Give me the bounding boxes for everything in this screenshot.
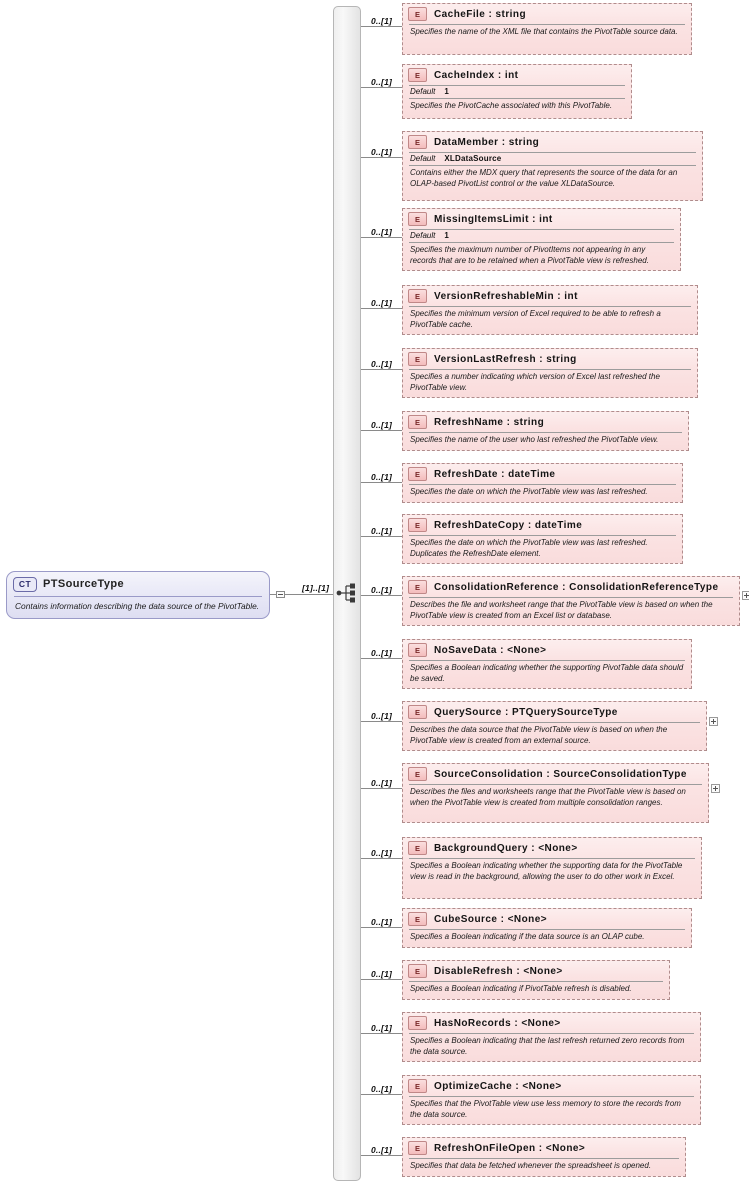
connector-line [361, 1094, 402, 1095]
element-box[interactable] [402, 348, 698, 398]
element-box[interactable] [402, 3, 692, 55]
occurrence-label: 0..[1] [371, 969, 393, 979]
element-badge-icon: E [408, 1141, 427, 1155]
complex-type-name: PTSourceType [43, 578, 125, 590]
connector-line [361, 1155, 402, 1156]
element-badge-icon: E [408, 1016, 427, 1030]
occurrence-label: 0..[1] [371, 472, 393, 482]
occurrence-label: 0..[1] [371, 848, 393, 858]
element-badge-icon: E [408, 212, 427, 226]
element-header [403, 1076, 700, 1096]
element-documentation: Specifies the name of the user who last refreshed the PivotTable view. [410, 435, 659, 444]
element-header [403, 764, 708, 784]
element-header [403, 349, 697, 369]
default-label: Default [410, 154, 436, 163]
root-occurrence-label: [1]..[1] [302, 583, 330, 593]
element-badge-icon: E [408, 518, 427, 532]
element-header [403, 515, 682, 535]
occurrence-label: 0..[1] [371, 77, 393, 87]
element-name: VersionRefreshableMin : int [434, 290, 578, 302]
element-documentation: Specifies the maximum number of PivotItems not appearing in any records that are to be retained when a PivotTable view is refreshed. [410, 245, 649, 265]
expand-plus-icon[interactable] [709, 717, 718, 726]
element-box[interactable] [402, 701, 707, 751]
element-header [403, 286, 697, 306]
occurrence-label: 0..[1] [371, 1145, 393, 1155]
element-box[interactable] [402, 285, 698, 335]
connector-line [361, 308, 402, 309]
occurrence-label: 0..[1] [371, 1023, 393, 1033]
element-box[interactable] [402, 64, 632, 119]
default-label: Default [410, 87, 436, 96]
element-box[interactable] [402, 463, 683, 503]
connector-line [361, 979, 402, 980]
connector-line [361, 536, 402, 537]
element-badge-icon: E [408, 705, 427, 719]
sequence-icon[interactable] [336, 582, 360, 604]
element-header [403, 209, 680, 229]
element-badge-icon: E [408, 7, 427, 21]
element-default-row [403, 153, 702, 165]
element-documentation: Specifies that data be fetched whenever the spreadsheet is opened. [410, 1161, 652, 1170]
connector-line [270, 594, 276, 595]
element-name: ConsolidationReference : ConsolidationReferenceType [434, 581, 719, 593]
element-name: SourceConsolidation : SourceConsolidationType [434, 768, 687, 780]
element-box[interactable] [402, 208, 681, 271]
element-box[interactable] [402, 411, 689, 451]
element-badge-icon: E [408, 841, 427, 855]
element-badge-icon: E [408, 912, 427, 926]
element-name: BackgroundQuery : <None> [434, 842, 578, 854]
element-name: CubeSource : <None> [434, 913, 548, 925]
element-header [403, 577, 739, 597]
element-documentation: Specifies the date on which the PivotTable view was last refreshed. [410, 487, 648, 496]
connector-line [361, 788, 402, 789]
element-box[interactable] [402, 1075, 701, 1125]
connector-line [361, 26, 402, 27]
default-value: XLDataSource [444, 154, 502, 163]
element-name: RefreshDateCopy : dateTime [434, 519, 583, 531]
element-badge-icon: E [408, 964, 427, 978]
default-value: 1 [444, 231, 450, 240]
element-badge-icon: E [408, 643, 427, 657]
element-documentation: Specifies the name of the XML file that contains the PivotTable source data. [410, 27, 678, 36]
element-documentation: Specifies a Boolean indicating that the last refresh returned zero records from the data source. [410, 1036, 685, 1056]
element-name: MissingItemsLimit : int [434, 213, 553, 225]
occurrence-label: 0..[1] [371, 585, 393, 595]
complex-type-documentation: Contains information describing the data source of the PivotTable. [15, 601, 260, 611]
element-badge-icon: E [408, 352, 427, 366]
element-header [403, 961, 669, 981]
occurrence-label: 0..[1] [371, 227, 393, 237]
complex-type-badge-icon: CT [13, 577, 37, 592]
element-name: OptimizeCache : <None> [434, 1080, 562, 1092]
element-badge-icon: E [408, 415, 427, 429]
element-badge-icon: E [408, 1079, 427, 1093]
occurrence-label: 0..[1] [371, 648, 393, 658]
occurrence-label: 0..[1] [371, 420, 393, 430]
occurrence-label: 0..[1] [371, 711, 393, 721]
element-badge-icon: E [408, 68, 427, 82]
default-value: 1 [444, 87, 450, 96]
element-box[interactable] [402, 639, 692, 689]
complex-type-box-ptsourcetype[interactable] [6, 571, 270, 619]
element-box[interactable] [402, 514, 683, 564]
element-box[interactable] [402, 576, 740, 626]
element-badge-icon: E [408, 135, 427, 149]
element-header [403, 4, 691, 24]
element-name: RefreshName : string [434, 416, 545, 428]
occurrence-label: 0..[1] [371, 147, 393, 157]
element-header [403, 412, 688, 432]
connector-line [361, 237, 402, 238]
connector-line [361, 858, 402, 859]
element-box[interactable] [402, 1012, 701, 1062]
element-box[interactable] [402, 131, 703, 201]
element-name: DisableRefresh : <None> [434, 965, 563, 977]
element-header [403, 1013, 700, 1033]
connector-line [361, 595, 402, 596]
element-name: DataMember : string [434, 136, 540, 148]
element-badge-icon: E [408, 580, 427, 594]
element-box[interactable] [402, 1137, 686, 1177]
occurrence-label: 0..[1] [371, 16, 393, 26]
element-documentation: Specifies a Boolean indicating if PivotTable refresh is disabled. [410, 984, 632, 993]
element-badge-icon: E [408, 289, 427, 303]
element-header [403, 65, 631, 85]
element-badge-icon: E [408, 467, 427, 481]
element-documentation: Specifies a number indicating which version of Excel last refreshed the PivotTable view. [410, 372, 660, 392]
element-header [403, 464, 682, 484]
element-box[interactable] [402, 908, 692, 948]
element-name: HasNoRecords : <None> [434, 1017, 561, 1029]
default-label: Default [410, 231, 436, 240]
element-header [403, 909, 691, 929]
expand-plus-icon[interactable] [711, 784, 720, 793]
element-documentation: Specifies a Boolean indicating whether the supporting data for the PivotTable view is read in the background, allowing the user to do other work in Excel. [410, 861, 683, 881]
element-documentation: Specifies the date on which the PivotTable view was last refreshed. Duplicates the RefreshDate element. [410, 538, 648, 558]
collapse-toggle-icon[interactable] [276, 591, 285, 598]
element-default-row [403, 86, 631, 98]
occurrence-label: 0..[1] [371, 298, 393, 308]
element-badge-icon: E [408, 767, 427, 781]
connector-line [361, 87, 402, 88]
complex-type-header [7, 572, 269, 596]
element-box[interactable] [402, 837, 702, 899]
element-documentation: Describes the files and worksheets range that the PivotTable view is based on when the PivotTable view is created from multiple consolidation ranges. [410, 787, 686, 807]
occurrence-label: 0..[1] [371, 1084, 393, 1094]
element-box[interactable] [402, 960, 670, 1000]
connector-line [361, 721, 402, 722]
occurrence-label: 0..[1] [371, 359, 393, 369]
connector-line [285, 594, 337, 595]
element-documentation: Contains either the MDX query that represents the source of the data for an OLAP-based PivotList control or the value XLDataSource. [410, 168, 678, 188]
connector-line [361, 157, 402, 158]
element-header [403, 1138, 685, 1158]
element-documentation: Describes the file and worksheet range that the PivotTable view is based on when the PivotTable view is created from an Excel list or database. [410, 600, 713, 620]
element-name: VersionLastRefresh : string [434, 353, 577, 365]
connector-line [361, 430, 402, 431]
element-header [403, 640, 691, 660]
connector-line [361, 658, 402, 659]
element-documentation: Specifies the PivotCache associated with this PivotTable. [410, 101, 613, 110]
element-header [403, 702, 706, 722]
connector-line [361, 369, 402, 370]
element-documentation: Specifies a Boolean indicating if the data source is an OLAP cube. [410, 932, 645, 941]
element-name: RefreshDate : dateTime [434, 468, 556, 480]
element-documentation: Specifies that the PivotTable view use less memory to store the records from the data source. [410, 1099, 681, 1119]
expand-plus-icon[interactable] [742, 591, 749, 600]
element-documentation: Specifies the minimum version of Excel required to be able to refresh a PivotTable cache. [410, 309, 661, 329]
element-header [403, 838, 701, 858]
element-box[interactable] [402, 763, 709, 823]
occurrence-label: 0..[1] [371, 526, 393, 536]
element-name: CacheIndex : int [434, 69, 519, 81]
element-documentation: Describes the data source that the PivotTable view is based on when the PivotTable view is created from an external source. [410, 725, 668, 745]
element-header [403, 132, 702, 152]
element-name: NoSaveData : <None> [434, 644, 547, 656]
element-default-row [403, 230, 680, 242]
connector-line [361, 1033, 402, 1034]
element-name: QuerySource : PTQuerySourceType [434, 706, 618, 718]
element-name: RefreshOnFileOpen : <None> [434, 1142, 586, 1154]
element-name: CacheFile : string [434, 8, 527, 20]
connector-line [361, 927, 402, 928]
occurrence-label: 0..[1] [371, 917, 393, 927]
connector-line [361, 482, 402, 483]
occurrence-label: 0..[1] [371, 778, 393, 788]
element-documentation: Specifies a Boolean indicating whether the supporting PivotTable data should be saved. [410, 663, 684, 683]
